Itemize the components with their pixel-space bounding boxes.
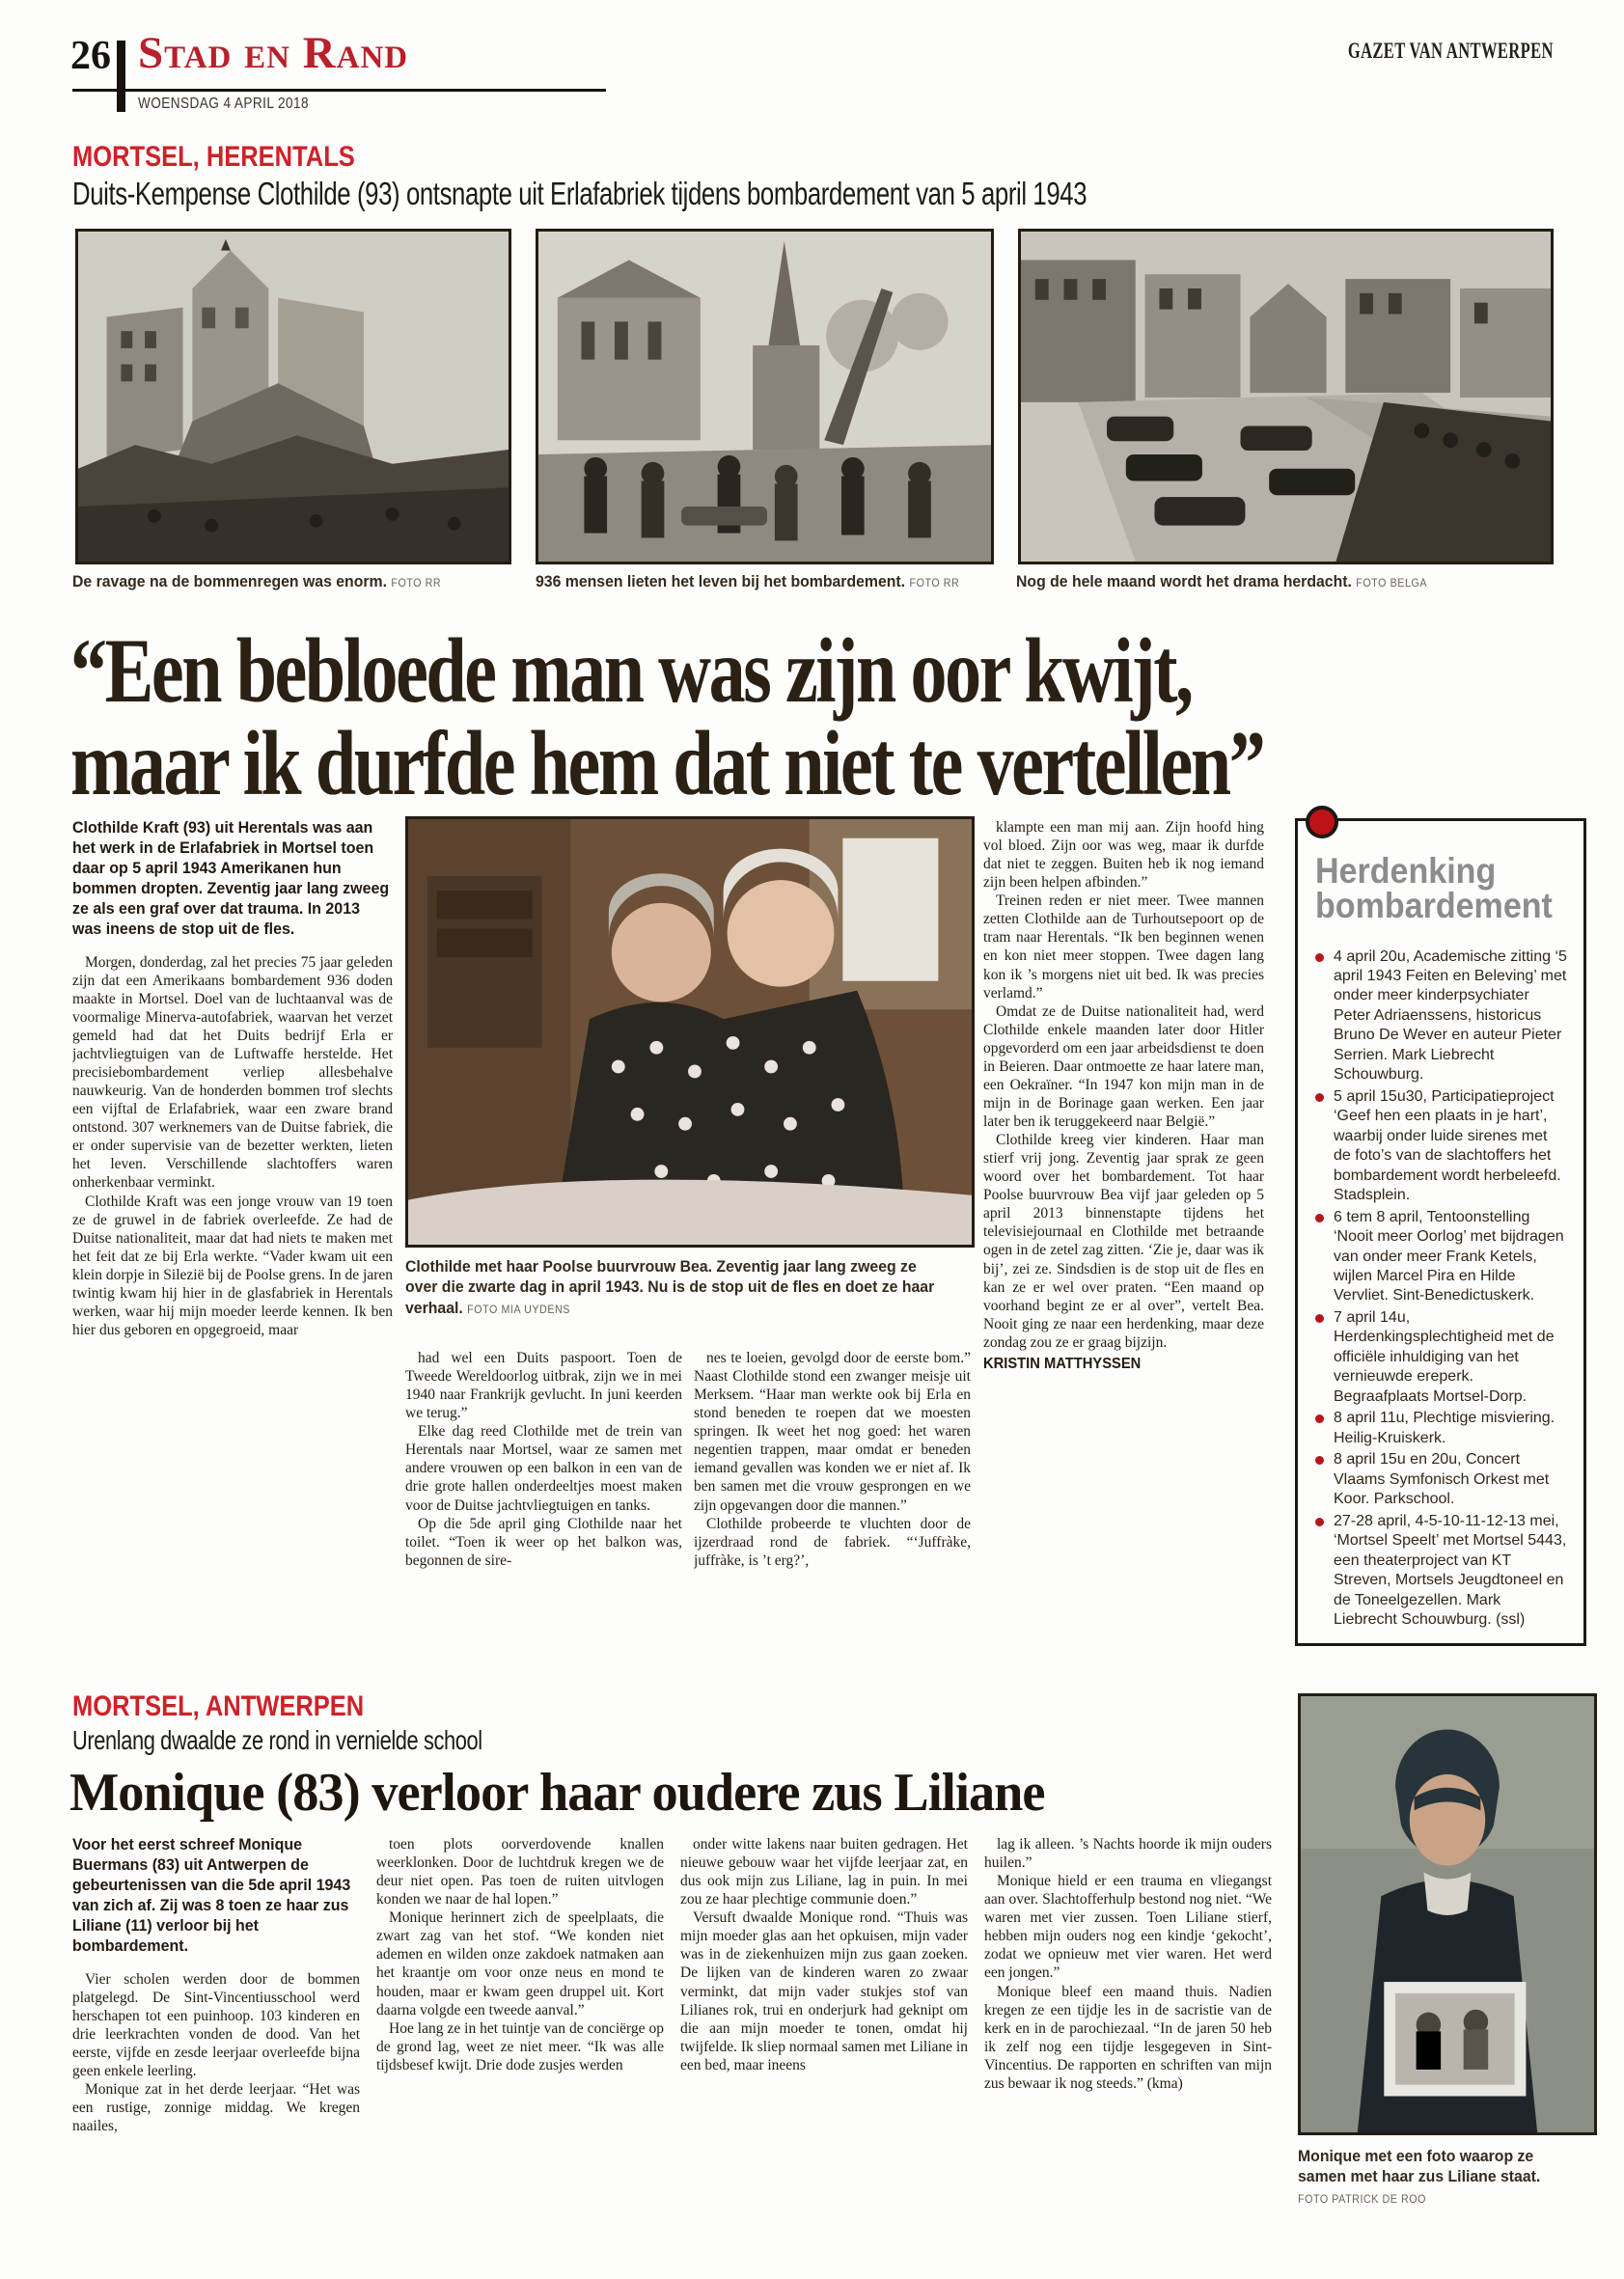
sidebar-title [1315, 851, 1553, 926]
main-photo-caption [405, 1256, 944, 1318]
article1-col3-paragraphs [694, 1349, 971, 1570]
caption-text: De ravage na de bommenregen was enorm. [72, 572, 387, 590]
caption-text: Nog de hele maand wordt het drama herdacht. [1016, 572, 1352, 590]
article2-intro: Voor het eerst schreef Monique Buermans (83) uit Antwerpen de gebeurtenissen van die 5de april 1943 van zich af. Zij was 8 toen ze haar zus Liliane (11) verloor bij het bombardement. [72, 1836, 351, 1955]
caption-text: Clothilde met haar Poolse buurvrouw Bea. Zeventig jaar lang zweeg ze over die zwarte dag in april 1943. Nu is de stop uit de fles en doet ze haar verhaal. [405, 1257, 935, 1317]
photo-monique [1298, 1693, 1597, 2135]
sidebar-event-item [1315, 1087, 1568, 1206]
article1-headline-line1: “Een bebloede man was zijn oor kwijt, [70, 619, 1192, 722]
body-paragraph: Monique hield er een trauma en vliegangst aan over. Slachtofferhulp bestond nog niet. “We waren met vier zussen. Toen Liliane stierf, hebben mijn ouders nog een kindje ‘gekocht’, zodat we opnieuw met vier waren. Het werd een jongen.” [984, 1873, 1272, 1982]
article1-col1-paragraphs [72, 953, 393, 1339]
sidebar-title-line2: bombardement [1315, 886, 1553, 926]
sidebar-title-line1: Herdenking [1315, 851, 1497, 891]
article2-headline: Monique (83) verloor haar oudere zus Liliane [69, 1763, 1045, 1823]
bullet-icon [1315, 1093, 1324, 1102]
body-paragraph: Clothilde probeerde te vluchten door de ijzerdraad rond de fabriek. “‘Juffràke, juffràke, is ’t erg?’, [694, 1515, 971, 1569]
article1-headline-line1-wrap [70, 619, 1472, 722]
article2-headline-wrap [69, 1762, 1075, 1824]
sidebar-event-item [1315, 1409, 1568, 1448]
article1-subhead-wrap [72, 176, 1373, 212]
photo-bomb-ruins [75, 229, 511, 564]
body-paragraph: Versuft dwaalde Monique rond. “Thuis was mijn moeder glas aan het opkuisen, mijn vader was in de ziekenhuizen mijn zus gaan zoeken. De lijken van de kinderen waren zo zwaar verminkt, dat mijn vader stukjes stof van Lilianes rok, trui en onderjurk had geknipt om die aan mijn moeder te tonen, omdat hij twijfelde. Ik sliep normaal samen met Liliane in een bed, maar ineens [680, 1909, 968, 2073]
body-paragraph: Monique herinnert zich de speelplaats, die zwart zag van het stof. “We konden niet ademen en wilden onze zakdoek natmaken aan het kraantje om voor onze neus en mond te houden, maar er kwam geen druppel uit. Kort daarna volgde een tweede aanval.” [376, 1909, 664, 2018]
sidebar-herdenking [1295, 818, 1586, 1646]
body-paragraph: toen plots oorverdovende knallen weerklonken. Door de luchtdruk kregen we de deur niet open. Pas toen de ruiten uitvlogen konden we naar de hal lopen.” [376, 1836, 664, 1908]
page-number: 26 [70, 34, 111, 78]
sidebar-event-item [1315, 1308, 1568, 1407]
body-paragraph: Clothilde Kraft was een jonge vrouw van 19 toen ze de gruwel in de fabriek overleefde. Ze had de Duitse nationaliteit, maar dat had niets te maken met het feit dat ze bij Erla werkte. “Vader kwam uit een klein dorpje in Silezië bij de Poolse grens. In de jaren twintig kwam hij hier in de glasfabriek in Herentals werken, waar hij mijn moeder leerde kennen. Ik ben hier dus geboren en opgegroeid, maar [72, 1193, 393, 1338]
body-paragraph: Monique bleef een maand thuis. Nadien kregen ze een tijdje les in de sacristie van de kerk en in de parochiezaal. “In de jaren 50 heb ik zelf nog een tijdje lesgegeven in Sint-Vincentius. De rapporten en schriften van mijn zus bewaar ik nog steeds.” (kma) [984, 1983, 1272, 2092]
sidebar-event-text: 4 april 20u, Academische zitting ‘5 april 1943 Feiten en Beleving’ met onder meer kinderpsychiater Peter Adriaenssens, historicus Bruno De Wever en auteur Pieter Serrien. Mark Liebrecht Schouwburg. [1334, 947, 1567, 1084]
header-divider-bar [117, 41, 125, 112]
ruins-illustration [78, 232, 509, 562]
clothilde-illustration [408, 819, 972, 1245]
masthead: GAZET VAN ANTWERPEN [1348, 39, 1554, 63]
article1-byline: KRISTIN MATTHYSSEN [983, 1355, 1142, 1372]
article1-kicker-wrap [72, 141, 404, 174]
article2-kicker-wrap [72, 1690, 416, 1723]
caption-text: 936 mensen lieten het leven bij het bombardement. [536, 572, 906, 590]
article2-col4-paragraphs [984, 1835, 1272, 2093]
article1-headline-line2-wrap [70, 712, 1561, 814]
article1-kicker: MORTSEL, HERENTALS [72, 141, 355, 173]
body-paragraph: lag ik alleen. ’s Nachts hoorde ik mijn ouders huilen.” [984, 1836, 1272, 1872]
photo-funeral-procession [1018, 229, 1554, 564]
article1-intro: Clothilde Kraft (93) uit Herentals was aan het werk in de Erlafabriek in Mortsel toen daar op 5 april 1943 Amerikanen hun bommen dropten. Zeventig jaar lang zweeg ze als een graf over dat trauma. In 2013 was ineens de stop uit de fles. [72, 819, 390, 938]
article2-column-1 [72, 1835, 360, 2260]
bullet-icon [1315, 1414, 1324, 1423]
section-title: Stad en Rand [138, 28, 409, 78]
body-paragraph: Morgen, donderdag, zal het precies 75 jaar geleden zijn dat een Amerikaans bombardement 936 doden maakte in Mortsel. Doel van de luchtaanval was de voormalige Minerva-autofabriek, waarvan het verzet gemeld had dat het Duits bedrijf Erla er jachtvliegtuigen van de Luftwaffe herstelde. Het precisiebombardement verliep allesbehalve nauwkeurig. Van de honderden bommen trof slechts een vijftal de Erlafabriek, waar een zware brand ontstond. 307 werknemers van de Duitse fabriek, die er onder supervisie van de bezetter werkten, lieten het leven. Verschillende slachtoffers waren onherkenbaar verminkt. [72, 953, 393, 1192]
bullet-icon [1315, 1518, 1324, 1526]
header-rule [72, 89, 606, 92]
article1-column-3 [694, 1349, 971, 1679]
sidebar-event-text: 8 april 11u, Plechtige misviering. Heilig-Kruiskerk. [1334, 1410, 1555, 1446]
body-paragraph: had wel een Duits paspoort. Toen de Tweede Wereldoorlog uitbrak, zijn we in mei 1940 naar Frankrijk gevlucht. In juni keerden we terug.” [405, 1350, 682, 1422]
photo-church-rescue [536, 229, 994, 564]
caption-credit: FOTO RR [391, 578, 442, 590]
sidebar-event-item [1315, 1208, 1568, 1306]
photo-caption-3 [1016, 571, 1528, 591]
article2-column-2 [376, 1835, 664, 2260]
bullet-icon [1315, 1314, 1324, 1323]
body-paragraph: Elke dag reed Clothilde met de trein van Herentals naar Mortsel, waar ze samen met andere vrouwen op een balkon in een van de drie grote hallen onderdeeltjes moest maken voor de Duitse jachtvliegtuigen en tanks. [405, 1423, 682, 1514]
body-paragraph: Treinen reden er niet meer. Twee mannen zetten Clothilde aan de Turhoutsepoort op de tram naar Herentals. “Ik ben beginnen wenen en kon niet meer stoppen. Twee dagen lang kon ik ’s morgens niet uit bed. Ik was precies verlamd.” [983, 892, 1264, 1002]
article1-column-4 [983, 818, 1264, 1679]
procession-illustration [1021, 232, 1551, 562]
body-paragraph: Op die 5de april ging Clothilde naar het toilet. “Toen ik weer op het balkon was, begonnen de sire- [405, 1515, 682, 1569]
sidebar-event-text: 7 april 14u, Herdenkingsplechtigheid met de officiële inhuldiging van het vernieuwde ereperk. Begraafplaats Mortsel-Dorp. [1334, 1308, 1555, 1405]
body-paragraph: Omdat ze de Duitse nationaliteit had, werd Clothilde enkele maanden later door Hitler opgevorderd om een jaar arbeidsdienst te doen in Beieren. Daar ontmoette ze haar latere man, een Oekraïner. “In 1947 kon mijn man in de mijn in de Borinage gaan werken. Een jaar later ben ik teruggekeerd naar België.” [983, 1002, 1264, 1130]
red-dot-icon [1306, 806, 1338, 838]
photo-caption-1 [72, 571, 494, 591]
article2-kicker: MORTSEL, ANTWERPEN [72, 1690, 365, 1722]
sidebar-event-text: 6 tem 8 april, Tentoonstelling ‘Nooit meer Oorlog’ met bijdragen van onder meer Frank Ketels, wijlen Marcel Pira en Hilde Vervliet. Sint-Benedictuskerk. [1334, 1208, 1564, 1304]
article1-column-1 [72, 818, 393, 1679]
article2-subhead: Urenlang dwaalde ze rond in vernielde school [72, 1725, 482, 1755]
article2-col1-paragraphs [72, 1970, 360, 2136]
photo-caption-2 [536, 571, 976, 591]
church-illustration [538, 232, 991, 562]
article1-headline-line2: maar ik durfde hem dat niet te vertellen” [70, 712, 1264, 814]
article1-column-2 [405, 1349, 682, 1679]
body-paragraph: Clothilde kreeg vier kinderen. Haar man stierf vrij jong. Zeventig jaar sprak ze geen woord over het bombardement. Tot haar Poolse buurvrouw Bea vijf jaar geleden op 5 april 2013 binnenstapte tijdens het televisiejournaal en Clothilde met betraande ogen in de zetel zag zitten. ‘Zie je, daar was ik bij’, zei ze. Sindsdien is de stop uit de fles en kan ze er wel over praten. “Een maand op voorhand begint ze er al over”, vertelt Bea. Nooit ging ze naar een herdenking, maar deze zondag zou ze er graag bijzijn. [983, 1132, 1264, 1351]
caption-credit: FOTO PATRICK DE ROO [1298, 2193, 1427, 2206]
sidebar-event-item [1315, 947, 1568, 1085]
article2-subhead-wrap [72, 1725, 598, 1756]
bullet-icon [1315, 953, 1324, 962]
article1-subhead: Duits-Kempense Clothilde (93) ontsnapte uit Erlafabriek tijdens bombardement van 5 april 1943 [72, 176, 1087, 211]
caption-credit: FOTO RR [909, 578, 960, 590]
article2-column-4 [984, 1835, 1272, 2260]
photo-clothilde-bea [405, 816, 975, 1248]
monique-photo-caption [1298, 2146, 1585, 2208]
article1-col2-paragraphs [405, 1349, 682, 1570]
body-paragraph: Vier scholen werden door de bommen platgelegd. De Sint-Vincentiusschool werd herschapen tot een puinhoop. 103 kinderen en drie leerkrachten vonden de dood. Van het eerste, vijfde en zesde leerjaar overleefde bijna geen enkele leerling. [72, 1970, 360, 2080]
body-paragraph: Hoe lang ze in het tuintje van de conciërge op de grond lag, weet ze niet meer. “Ik was alle tijdsbesef kwijt. Drie dode zusjes werden [376, 2019, 664, 2073]
sidebar-event-text: 8 april 15u en 20u, Concert Vlaams Symfonisch Orkest met Koor. Parkschool. [1334, 1451, 1550, 1508]
body-paragraph: klampte een man mij aan. Zijn hoofd hing vol bloed. Zijn oor was weg, maar ik durfde dat niet te zeggen. Buiten heb ik nog iemand zijn been helpen afbinden.” [983, 819, 1264, 892]
edition-date: WOENSDAG 4 APRIL 2018 [138, 96, 309, 112]
sidebar-event-item [1315, 1450, 1568, 1509]
article2-column-3 [680, 1835, 968, 2260]
caption-credit: FOTO BELGA [1356, 578, 1428, 590]
body-paragraph: nes te loeien, gevolgd door de eerste bom.” Naast Clothilde stond een zwanger meisje uit Merksem. “Haar man werkte ook bij Erla en stond beneden te roepen dat we moesten springen. Ik weet het nog goed: het waren negentien trappen, maar omdat er beneden iemand gevallen was konden we er niet af. Ik ben samen met die vrouw gesprongen en we zijn opgevangen door die mannen.” [694, 1350, 971, 1514]
caption-text: Monique met een foto waarop ze samen met haar zus Liliane staat. [1298, 2147, 1541, 2186]
article1-col4-paragraphs [983, 818, 1264, 1352]
sidebar-event-text: 5 april 15u30, Participatieproject ‘Geef hen een plaats in je hart’, waarbij onder luide sirenes met de foto’s van de slachtoffers het bombardement wordt herbeleefd. Stadsplein. [1334, 1087, 1561, 1204]
sidebar-event-text: 27-28 april, 4-5-10-11-12-13 mei, ‘Mortsel Speelt’ met Mortsel 5443, een theaterproject van KT Streven, Mortsels Jeugdtoneel en de Toneelgezellen. Mark Liebrecht Schouwburg. (ssl) [1334, 1512, 1567, 1628]
sidebar-events-list [1315, 947, 1568, 1631]
body-paragraph: onder witte lakens naar buiten gedragen. Het nieuwe gebouw waar het vijfde leerjaar zat, en dus ook mijn zus Liliane, lag in puin. In mei zou ze haar plechtige communie doen.” [680, 1836, 968, 1908]
article2-col2-paragraphs [376, 1835, 664, 2074]
monique-illustration [1301, 1696, 1594, 2132]
sidebar-event-item [1315, 1512, 1568, 1631]
bullet-icon [1315, 1214, 1324, 1222]
bullet-icon [1315, 1456, 1324, 1465]
caption-credit: FOTO MIA UYDENS [467, 1304, 570, 1316]
body-paragraph: Monique zat in het derde leerjaar. “Het was een rustige, zonnige middag. We kregen naailes, [72, 2081, 360, 2135]
article2-col3-paragraphs [680, 1835, 968, 2074]
